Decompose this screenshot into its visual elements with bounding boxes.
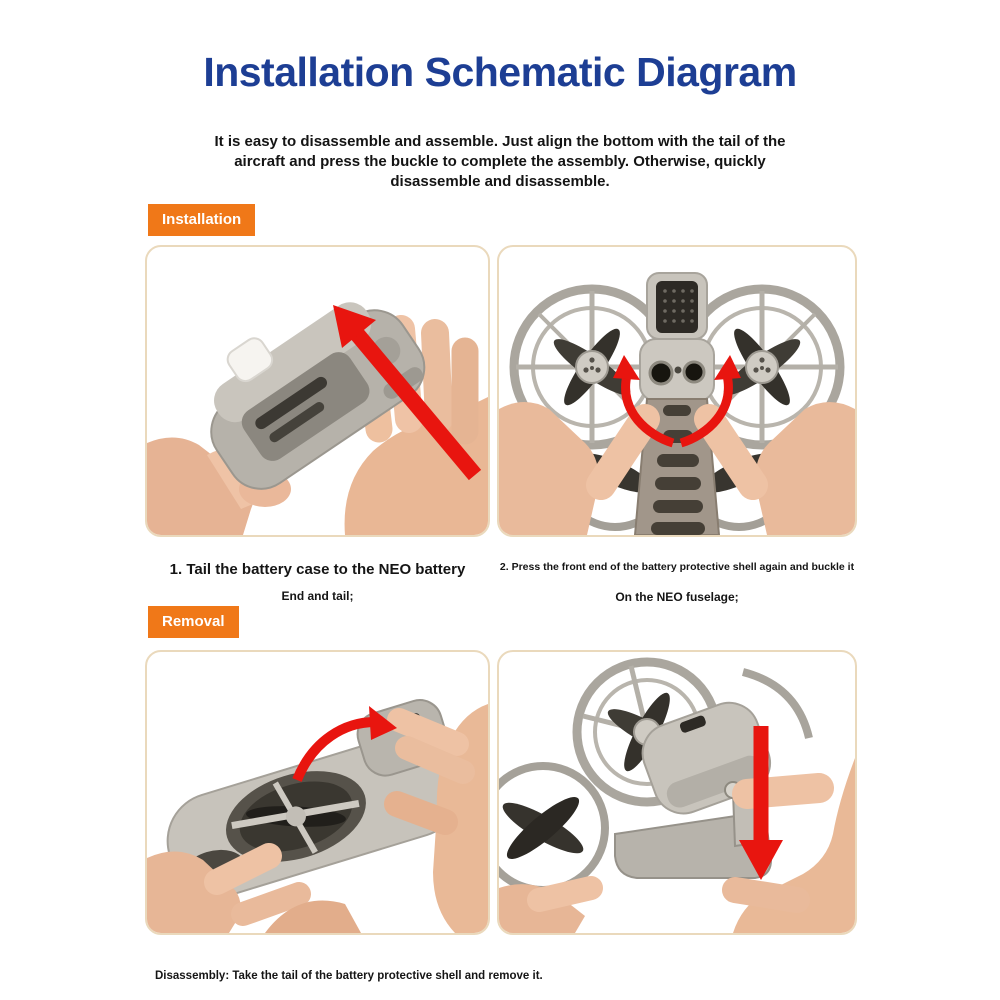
photo-install-step-2-illustration <box>499 247 855 535</box>
removal-section-badge: Removal <box>148 606 239 638</box>
intro-text <box>170 132 830 192</box>
intro-text-line: It is easy to disassemble and assemble. Just align the bottom with the tail of the <box>214 133 786 150</box>
photo-removal-step-1 <box>145 650 490 935</box>
install-step-2-subcaption: On the NEO fuselage; <box>615 590 739 604</box>
drone-body-front <box>640 273 714 401</box>
intro-text-line: aircraft and press the buckle to complete the assembly. Otherwise, quickly <box>234 153 766 170</box>
photo-install-step-1-illustration <box>147 247 488 535</box>
photo-removal-step-1-illustration <box>147 652 488 933</box>
page-title: Installation Schematic Diagram <box>203 49 797 96</box>
intro-text-line: disassemble and disassemble. <box>390 173 610 190</box>
install-step-2-caption: 2. Press the front end of the battery protective shell again and buckle it <box>499 560 855 573</box>
photo-install-step-1 <box>145 245 490 537</box>
photo-removal-step-2 <box>497 650 857 935</box>
installation-section-badge: Installation <box>148 204 255 236</box>
photo-install-step-2 <box>497 245 857 537</box>
install-step-1-subcaption: End and tail; <box>281 589 354 603</box>
disassembly-caption: Disassembly: Take the tail of the battery protective shell and remove it. <box>155 969 543 982</box>
photo-removal-step-2-illustration <box>499 652 855 933</box>
install-step-1-caption: 1. Tail the battery case to the NEO battery <box>169 561 466 578</box>
